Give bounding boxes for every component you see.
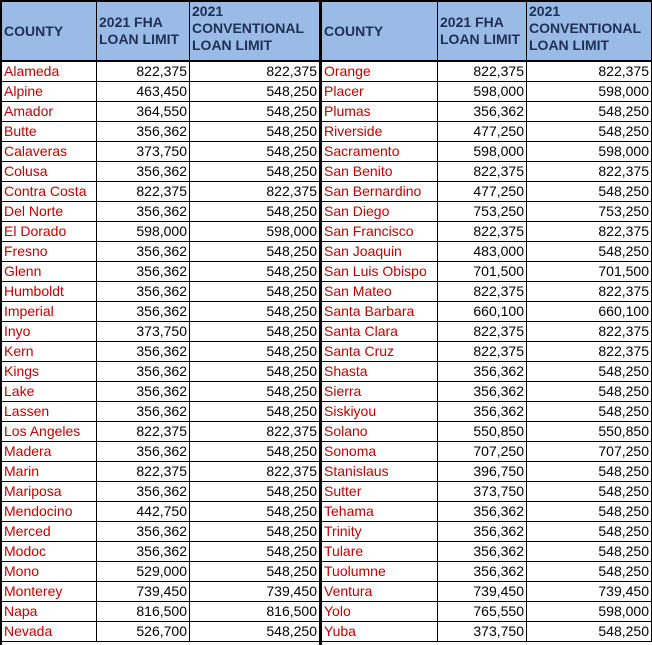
table-row [322,562,652,582]
fha-limit-cell: 822,375 [438,222,527,241]
fha-limit-cell: 598,000 [438,142,527,161]
table-row [2,482,319,502]
conventional-limit-cell: 548,250 [266,383,317,399]
table-row [2,182,319,202]
fha-limit-cell: 822,375 [97,422,190,441]
conventional-limit-cell: 548,250 [266,503,317,519]
table-row [322,322,652,342]
county-cell: Sacramento [322,142,438,161]
table-row [322,102,652,122]
fha-limit-cell: 356,362 [438,542,527,561]
table-row [2,162,319,182]
fha-limit-cell: 356,362 [97,262,190,281]
table-row [322,222,652,242]
conventional-limit-cell: 548,250 [266,283,317,299]
fha-limit-cell: 356,362 [438,562,527,581]
conventional-limit-cell: 822,375 [266,63,317,79]
conventional-limit-cell: 822,375 [266,423,317,439]
conventional-limit-cell: 548,250 [527,102,652,121]
fha-limit-cell: 822,375 [438,342,527,361]
fha-limit-cell: 356,362 [97,402,190,421]
conventional-limit-cell: 548,250 [266,623,317,639]
conventional-limit-cell: 548,250 [266,203,317,219]
county-cell: Butte [2,122,97,141]
table-row [322,282,652,302]
table-row [322,382,652,402]
table-row [322,302,652,322]
fha-limit-cell: 356,362 [438,502,527,521]
county-cell: Tuolumne [322,562,438,581]
conventional-limit-cell: 548,250 [266,323,317,339]
fha-limit-cell: 356,362 [97,482,190,501]
conventional-limit-cell: 548,250 [266,103,317,119]
table-row [322,482,652,502]
conventional-limit-cell: 548,250 [527,362,652,381]
conventional-limit-cell: 548,250 [266,123,317,139]
conventional-limit-cell: 739,450 [266,583,317,599]
fha-limit-cell: 356,362 [97,302,190,321]
conventional-limit-cell: 548,250 [266,443,317,459]
table-row [322,122,652,142]
fha-limit-cell: 373,750 [97,142,190,161]
fha-limit-cell: 356,362 [97,442,190,461]
fha-limit-cell: 526,700 [97,622,190,641]
fha-limit-cell: 822,375 [438,162,527,181]
county-cell: Nevada [2,622,97,641]
county-cell: Santa Barbara [322,302,438,321]
county-cell: Mendocino [2,502,97,521]
county-cell: San Diego [322,202,438,221]
county-cell: Trinity [322,522,438,541]
conventional-limit-cell: 548,250 [266,143,317,159]
county-cell: Monterey [2,582,97,601]
county-cell: Alpine [2,82,97,101]
table-row [2,582,319,602]
conventional-limit-cell: 548,250 [266,243,317,259]
table-row [322,262,652,282]
county-cell: Kern [2,342,97,361]
fha-limit-cell: 356,362 [97,522,190,541]
conventional-limit-cell: 548,250 [527,182,652,201]
fha-limit-cell: 356,362 [97,362,190,381]
table-row [2,402,319,422]
fha-limit-cell: 477,250 [438,122,527,141]
conventional-limit-cell: 548,250 [266,343,317,359]
fha-limit-cell: 373,750 [438,622,527,641]
fha-limit-cell: 356,362 [97,342,190,361]
county-cell: San Mateo [322,282,438,301]
county-cell: Glenn [2,262,97,281]
table-row [2,222,319,242]
header-row [2,2,319,62]
county-cell: Del Norte [2,202,97,221]
header-fha-limit: 2021 FHA LOAN LIMIT [438,2,527,60]
county-cell: San Joaquin [322,242,438,261]
county-cell: Fresno [2,242,97,261]
fha-limit-cell: 373,750 [97,322,190,341]
table-row [2,342,319,362]
table-row [322,202,652,222]
conventional-limit-cell: 548,250 [527,622,652,641]
table-row [2,422,319,442]
county-cell: Napa [2,602,97,621]
fha-limit-cell: 739,450 [438,582,527,601]
conventional-limit-cell: 707,250 [527,442,652,461]
county-cell: Sonoma [322,442,438,461]
header-county: COUNTY [2,2,97,60]
county-cell: Shasta [322,362,438,381]
conventional-limit-cell: 822,375 [527,162,652,181]
conventional-limit-cell: 548,250 [527,562,652,581]
table-row [322,622,652,642]
table-row [322,82,652,102]
table-row [2,282,319,302]
conventional-limit-cell: 548,250 [266,403,317,419]
header-county: COUNTY [322,2,438,60]
conventional-limit-cell: 739,450 [527,582,652,601]
conventional-limit-cell: 548,250 [527,122,652,141]
fha-limit-cell: 356,362 [97,382,190,401]
fha-limit-cell: 660,100 [438,302,527,321]
county-cell: San Benito [322,162,438,181]
table-row [322,162,652,182]
county-cell: Riverside [322,122,438,141]
table-row [2,542,319,562]
county-cell: Mono [2,562,97,581]
fha-limit-cell: 396,750 [438,462,527,481]
conventional-limit-cell: 548,250 [527,462,652,481]
fha-limit-cell: 364,550 [97,102,190,121]
conventional-limit-cell: 822,375 [527,322,652,341]
conventional-limit-cell: 598,000 [266,223,317,239]
fha-limit-cell: 356,362 [438,402,527,421]
county-cell: Kings [2,362,97,381]
fha-limit-cell: 356,362 [97,542,190,561]
table-row [2,462,319,482]
conventional-limit-cell: 548,250 [266,363,317,379]
conventional-limit-cell: 548,250 [266,303,317,319]
county-cell: Siskiyou [322,402,438,421]
county-cell: Stanislaus [322,462,438,481]
table-row [322,402,652,422]
conventional-limit-cell: 548,250 [527,402,652,421]
county-cell: Placer [322,82,438,101]
county-cell: Sutter [322,482,438,501]
table-row [2,262,319,282]
county-cell: Imperial [2,302,97,321]
table-row [322,502,652,522]
header-conventional-limit: 2021 CONVENTIONAL LOAN LIMIT [192,3,304,53]
fha-limit-cell: 356,362 [97,282,190,301]
conventional-limit-cell: 598,000 [527,142,652,161]
fha-limit-cell: 550,850 [438,422,527,441]
county-cell: Plumas [322,102,438,121]
table-row [2,302,319,322]
fha-limit-cell: 701,500 [438,262,527,281]
fha-limit-cell: 753,250 [438,202,527,221]
county-cell: Yolo [322,602,438,621]
table-row [322,602,652,622]
fha-limit-cell: 356,362 [97,242,190,261]
fha-limit-cell: 356,362 [97,162,190,181]
conventional-limit-cell: 548,250 [527,542,652,561]
fha-limit-cell: 822,375 [438,322,527,341]
county-cell: Marin [2,462,97,481]
county-cell: Solano [322,422,438,441]
fha-limit-cell: 707,250 [438,442,527,461]
conventional-limit-cell: 822,375 [266,463,317,479]
fha-limit-cell: 356,362 [438,522,527,541]
county-cell: Inyo [2,322,97,341]
conventional-limit-cell: 548,250 [527,242,652,261]
table-left-half [2,2,322,645]
conventional-limit-cell: 753,250 [527,202,652,221]
fha-limit-cell: 477,250 [438,182,527,201]
conventional-limit-cell: 548,250 [266,543,317,559]
fha-limit-cell: 822,375 [97,462,190,481]
county-cell: Santa Clara [322,322,438,341]
fha-limit-cell: 822,375 [97,62,190,81]
table-body-left [2,62,319,642]
county-cell: Calaveras [2,142,97,161]
table-row [2,142,319,162]
table-row [322,182,652,202]
county-cell: Tulare [322,542,438,561]
table-row [2,62,319,82]
table-row [322,142,652,162]
fha-limit-cell: 356,362 [438,102,527,121]
table-row [2,82,319,102]
county-cell: San Francisco [322,222,438,241]
county-cell: Merced [2,522,97,541]
conventional-limit-cell: 816,500 [266,603,317,619]
fha-limit-cell: 739,450 [97,582,190,601]
table-row [322,62,652,82]
table-row [2,322,319,342]
table-body-right [322,62,652,642]
fha-limit-cell: 765,550 [438,602,527,621]
table-row [322,342,652,362]
fha-limit-cell: 598,000 [97,222,190,241]
conventional-limit-cell: 548,250 [527,482,652,501]
fha-limit-cell: 483,000 [438,242,527,261]
county-cell: San Luis Obispo [322,262,438,281]
table-row [2,382,319,402]
conventional-limit-cell: 548,250 [266,263,317,279]
conventional-limit-cell: 701,500 [527,262,652,281]
table-row [2,602,319,622]
county-cell: Yuba [322,622,438,641]
table-row [2,202,319,222]
county-cell: Sierra [322,382,438,401]
table-row [322,542,652,562]
county-cell: Orange [322,62,438,81]
fha-limit-cell: 356,362 [97,202,190,221]
table-row [2,102,319,122]
table-row [2,622,319,642]
conventional-limit-cell: 548,250 [527,522,652,541]
conventional-limit-cell: 548,250 [266,563,317,579]
table-row [2,362,319,382]
county-cell: San Bernardino [322,182,438,201]
conventional-limit-cell: 822,375 [527,62,652,81]
county-cell: Lassen [2,402,97,421]
conventional-limit-cell: 598,000 [527,82,652,101]
county-cell: Amador [2,102,97,121]
table-row [322,462,652,482]
table-row [322,442,652,462]
fha-limit-cell: 373,750 [438,482,527,501]
table-row [2,442,319,462]
table-row [322,582,652,602]
fha-limit-cell: 463,450 [97,82,190,101]
county-cell: Madera [2,442,97,461]
header-fha-limit: 2021 FHA LOAN LIMIT [97,2,190,60]
conventional-limit-cell: 548,250 [266,163,317,179]
county-cell: Modoc [2,542,97,561]
county-cell: Humboldt [2,282,97,301]
fha-limit-cell: 356,362 [438,382,527,401]
county-cell: Colusa [2,162,97,181]
table-row [2,522,319,542]
fha-limit-cell: 822,375 [438,282,527,301]
county-cell: Santa Cruz [322,342,438,361]
county-cell: Los Angeles [2,422,97,441]
fha-limit-cell: 356,362 [97,122,190,141]
table-row [322,362,652,382]
conventional-limit-cell: 822,375 [527,342,652,361]
county-cell: Tehama [322,502,438,521]
table-row [2,502,319,522]
conventional-limit-cell: 548,250 [266,83,317,99]
fha-limit-cell: 529,000 [97,562,190,581]
conventional-limit-cell: 548,250 [266,523,317,539]
table-row [2,242,319,262]
conventional-limit-cell: 822,375 [266,183,317,199]
fha-limit-cell: 442,750 [97,502,190,521]
county-cell: Lake [2,382,97,401]
county-cell: Ventura [322,582,438,601]
table-row [2,562,319,582]
county-cell: Contra Costa [2,182,97,201]
conventional-limit-cell: 598,000 [527,602,652,621]
conventional-limit-cell: 660,100 [527,302,652,321]
conventional-limit-cell: 822,375 [527,222,652,241]
conventional-limit-cell: 548,250 [527,382,652,401]
county-cell: El Dorado [2,222,97,241]
fha-limit-cell: 822,375 [438,62,527,81]
fha-limit-cell: 816,500 [97,602,190,621]
header-row [322,2,652,62]
fha-limit-cell: 598,000 [438,82,527,101]
conventional-limit-cell: 548,250 [527,502,652,521]
fha-limit-cell: 822,375 [97,182,190,201]
header-conventional-limit: 2021 CONVENTIONAL LOAN LIMIT [527,2,652,60]
table-row [322,242,652,262]
table-row [322,422,652,442]
table-row [322,522,652,542]
table-right-half [322,2,652,645]
conventional-limit-cell: 550,850 [527,422,652,441]
table-row [2,122,319,142]
county-cell: Mariposa [2,482,97,501]
conventional-limit-cell: 548,250 [266,483,317,499]
county-cell: Alameda [2,62,97,81]
fha-limit-cell: 356,362 [438,362,527,381]
conventional-limit-cell: 822,375 [527,282,652,301]
